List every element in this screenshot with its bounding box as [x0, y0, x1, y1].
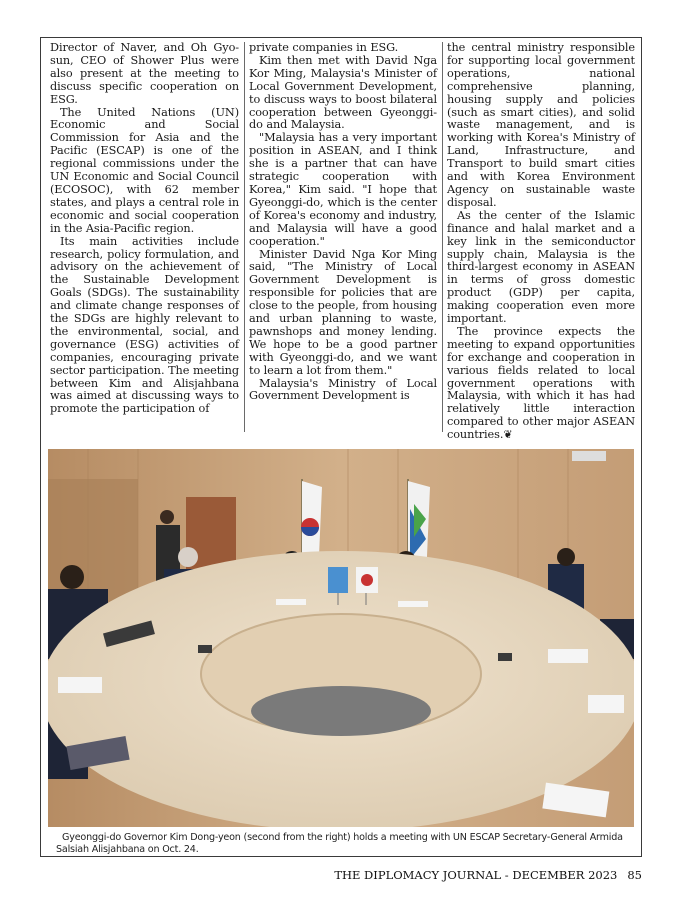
paragraph: Malaysia's Ministry of Local Government Development is	[249, 376, 437, 403]
page-number: 85	[627, 868, 642, 882]
paragraph	[447, 326, 635, 442]
publication-title: THE DIPLOMACY JOURNAL - DECEMBER 2023	[334, 868, 618, 882]
paragraph: The United Nations (UN) Economic and Social Commission for Asia and the Pacific (ESCAP) is one of the regional commissions under the UN Economic and Social Council (ECOSOC), with 62 member states, and plays a central role in economic and social cooperation in the Asia-Pacific region.	[50, 105, 239, 235]
page-footer	[334, 868, 642, 882]
paragraph: Minister David Nga Kor Ming said, "The Ministry of Local Government Development is responsible for policies that are close to the people, from housing and urban planning to waste, pawnshops and money lending. We hope to be a good partner with Gyeonggi-do, and we want to learn a lot from them."	[249, 247, 437, 377]
paragraph: "Malaysia has a very important position in ASEAN, and I think she is a partner that can have strategic cooperation with Korea," Kim said. "I hope that Gyeonggi-do, which is the center of Korea's economy and industry, and Malaysia will have a good cooperation."	[249, 131, 437, 248]
column-1	[46, 42, 244, 432]
paragraph-text: The province expects the meeting to expand opportunities for exchange and cooperation in various fields related to local government operations with Malaysia, with which it has had relatively little interaction compared to other major ASEAN countries.	[447, 324, 635, 442]
paragraph: the central ministry responsible for supporting local government operations, national comprehensive planning, housing supply and policies (such as smart cities), and solid waste management, and is working with Korea's Ministry of Land, Infrastructure, and Transport to build smart cities and with Korea Environment Agency on sustainable waste disposal.	[447, 41, 635, 209]
paragraph: Kim then met with David Nga Kor Ming, Malaysia's Minister of Local Government Development, to discuss ways to boost bilateral cooperation between Gyeonggi-do and Malaysia.	[249, 53, 437, 132]
column-2	[244, 42, 442, 432]
meeting-photo	[48, 449, 634, 827]
caption-line: Salsiah Alisjahbana on Oct. 24.	[56, 844, 199, 855]
caption-line: Gyeonggi-do Governor Kim Dong-yeon (second from the right) holds a meeting with UN ESCAP Secretary-General Armida	[62, 832, 623, 843]
article-body	[46, 41, 640, 442]
end-mark-icon: ❦	[503, 428, 513, 442]
paragraph: private companies in ESG.	[249, 41, 399, 54]
photo-caption	[56, 832, 636, 856]
paragraph: Director of Naver, and Oh Gyo-sun, CEO of Shower Plus were also present at the meeting to discuss specific cooperation on ESG.	[50, 41, 239, 106]
paragraph: As the center of the Islamic finance and halal market and a key link in the semiconductor supply chain, Malaysia is the third-largest economy in ASEAN in terms of gross domestic product (GDP) per capita, making cooperation even more important.	[447, 208, 635, 326]
paragraph: Its main activities include research, policy formulation, and advisory on the achievement of the Sustainable Development Goals (SDGs). The sustainability and climate change responses of the SDGs are highly relevant to the environmental, social, and governance (ESG) activities of companies, encouraging private sector participation. The meeting between Kim and Alisjahbana was aimed at discussing ways to promote the participation of	[50, 234, 239, 416]
column-3	[442, 41, 640, 442]
